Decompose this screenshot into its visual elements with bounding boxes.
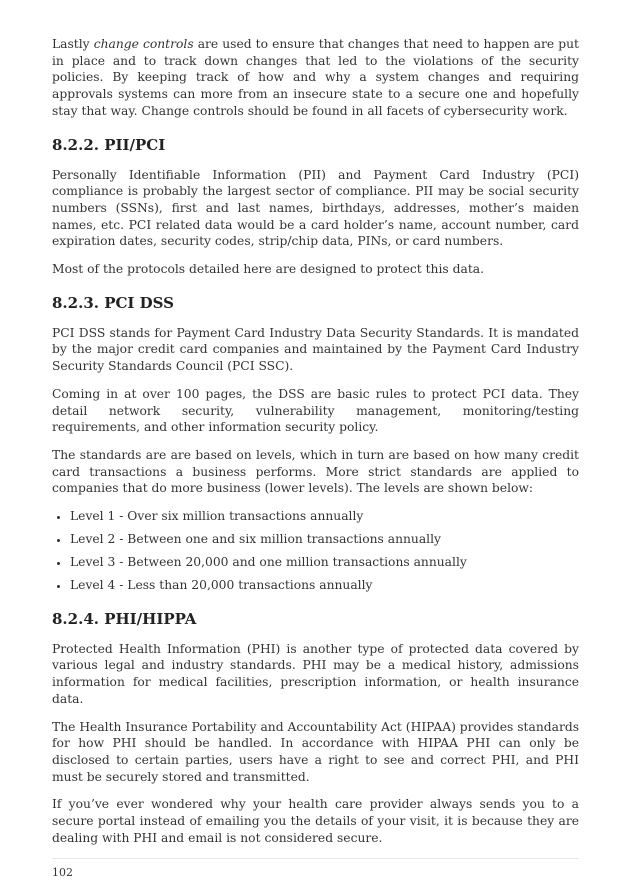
list-item: • Level 2 - Between one and six million transactions annually xyxy=(70,531,579,548)
intro-rest: are used to ensure that changes that need to happen are put in place and to track down changes that led to the violations of the security policies. By keeping track of how and why a system changes and requiring approvals systems can more from an insecure state to a secure one and hopefully stay that way. Change controls should be found in all facets of cybersecurity work. xyxy=(52,37,579,118)
pci-levels-list xyxy=(52,508,579,594)
footer-divider xyxy=(52,858,579,859)
intro-lead: Lastly xyxy=(52,37,94,51)
phi-paragraph-1: Protected Health Information (PHI) is another type of protected data covered by various legal and industry standards. PHI may be a medical history, admissions information for medical facilities, prescription information, or health insurance data. xyxy=(52,641,579,706)
intro-emphasis: change controls xyxy=(93,37,194,51)
section-heading-pci-dss: 8.2.3. PCI DSS xyxy=(52,293,174,312)
page-number: 102 xyxy=(52,866,73,879)
phi-paragraph-3: If you’ve ever wondered why your health care provider always sends you to a secure portal instead of emailing you the details of your visit, it is because they are dealing with PHI and email is not considered secure. xyxy=(52,797,579,845)
pii-paragraph-2: Most of the protocols detailed here are designed to protect this data. xyxy=(52,262,485,277)
list-item: • Level 1 - Over six million transactions annually xyxy=(70,508,579,525)
section-heading-phi-hippa: 8.2.4. PHI/HIPPA xyxy=(52,609,197,628)
phi-paragraph-2: The Health Insurance Portability and Accountability Act (HIPAA) provides standards for how PHI should be handled. In accordance with HIPAA PHI can only be disclosed to certain parties, users have a right to see and correct PHI, and PHI must be securely stored and transmitted. xyxy=(52,719,579,784)
pii-paragraph-1: Personally Identifiable Information (PII) and Payment Card Industry (PCI) compliance is probably the largest sector of compliance. PII may be social security numbers (SSNs), first and last names, birthdays, addresses, mother’s maiden names, etc. PCI related data would be a card holder’s name, account number, card expiration dates, security codes, strip/chip data, PINs, or card numbers. xyxy=(52,167,579,249)
list-item: • Level 3 - Between 20,000 and one million transactions annually xyxy=(70,554,579,571)
pcidss-paragraph-2: Coming in at over 100 pages, the DSS are basic rules to protect PCI data. They detail network security, vulnerability management, monitoring/testing requirements, and other information security policy. xyxy=(52,386,579,435)
section-heading-pii-pci: 8.2.2. PII/PCI xyxy=(52,135,166,154)
pcidss-paragraph-1: PCI DSS stands for Payment Card Industry Data Security Standards. It is mandated by the major credit card companies and maintained by the Payment Card Industry Security Standards Council (PCI SSC). xyxy=(52,325,579,374)
pcidss-paragraph-3: The standards are are based on levels, which in turn are based on how many credit card transactions a business performs. More strict standards are applied to companies that do more business (lower levels). The levels are shown below: xyxy=(52,447,579,496)
list-item: • Level 4 - Less than 20,000 transactions annually xyxy=(70,577,579,594)
page-content xyxy=(52,36,579,858)
intro-paragraph xyxy=(52,36,579,120)
